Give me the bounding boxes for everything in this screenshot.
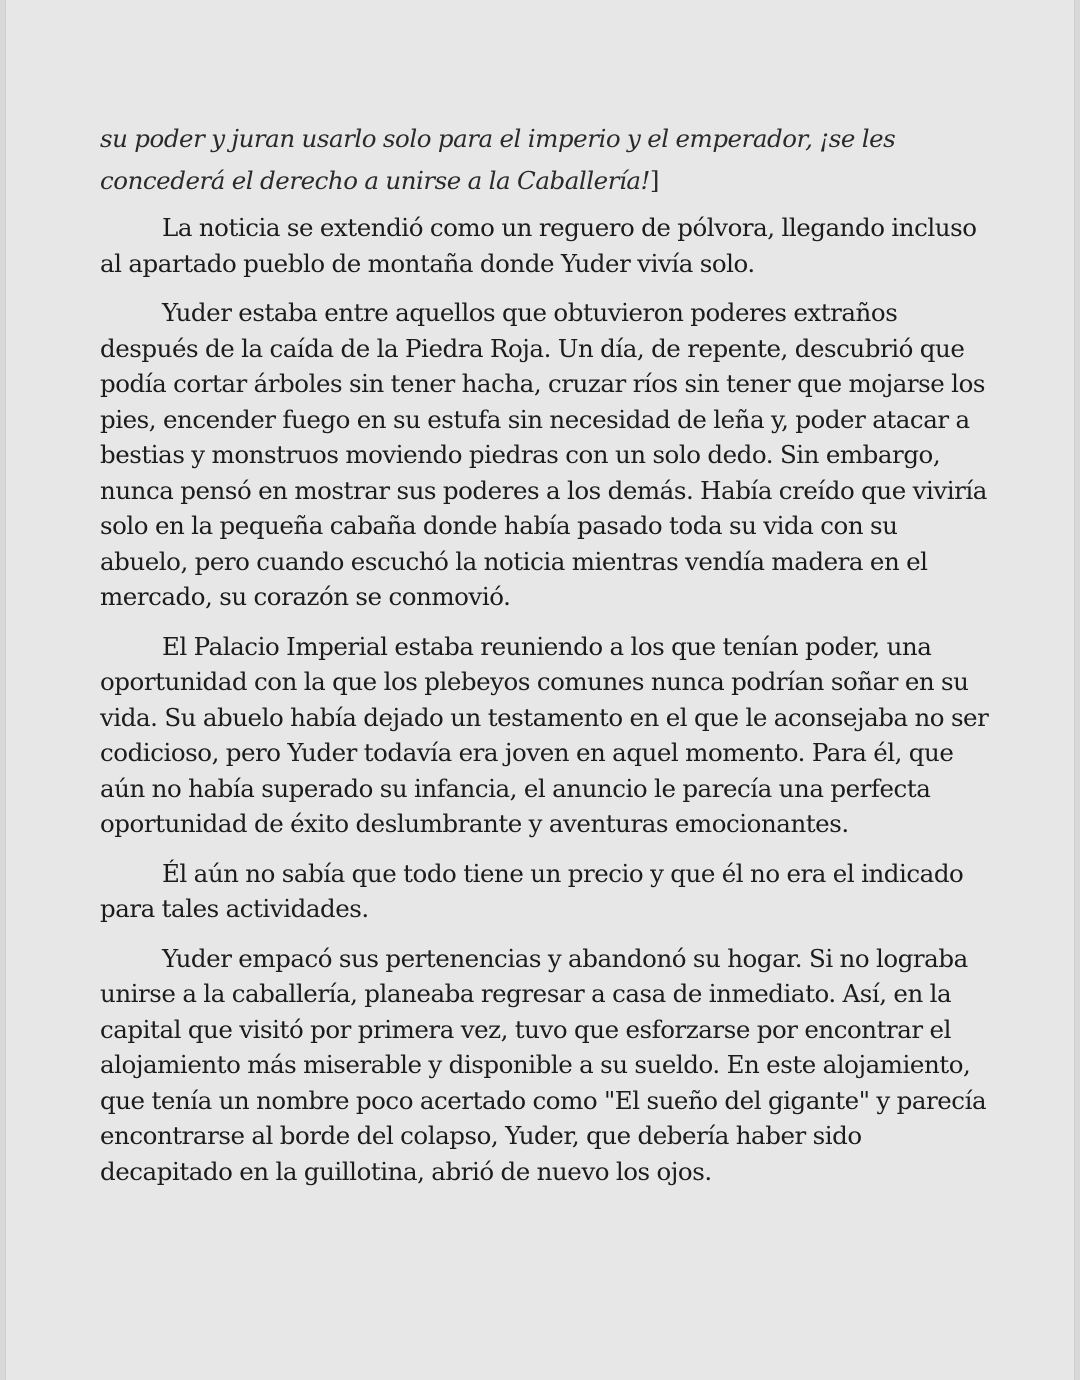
closing-bracket: ] [649,166,660,195]
paragraph-1: La noticia se extendió como un reguero de pólvora, llegando incluso al apartado pueblo de montaña donde Yuder vivía solo. [100,213,977,278]
paragraph-4: Él aún no sabía que todo tiene un precio y que él no era el indicado para tales actividades. [100,858,964,923]
reader-page[interactable] [5,0,1075,1380]
paragraph-2: Yuder estaba entre aquellos que obtuvieron poderes extraños después de la caída de la Piedra Roja. Un día, de repente, descubrió que podía cortar árboles sin tener hacha, cruzar ríos sin tener que mojarse los pies, encender fuego en su estufa sin necesidad de leña y, poder atacar a bestias y monstruos moviendo piedras con un solo dedo. Sin embargo, nunca pensó en mostrar sus poderes a los demás. Había creído que viviría solo en la pequeña cabaña donde había pasado toda su vida con su abuelo, pero cuando escuchó la noticia mientras vendía madera en el mercado, su corazón se conmovió. [100,298,987,611]
paragraph-3: El Palacio Imperial estaba reuniendo a los que tenían poder, una oportunidad con la que los plebeyos comunes nunca podrían soñar en su vida. Su abuelo había dejado un testamento en el que le aconsejaba no ser codicioso, pero Yuder todavía era joven en aquel momento. Para él, que aún no había superado su infancia, el anuncio le parecía una perfecta oportunidad de éxito deslumbrante y aventuras emocionantes. [100,631,989,838]
opening-fragment [100,118,992,202]
paragraph-5: Yuder empacó sus pertenencias y abandonó su hogar. Si no lograba unirse a la caballería, planeaba regresar a casa de inmediato. Así, en la capital que visitó por primera vez, tuvo que esforzarse por encontrar el alojamiento más miserable y disponible a su sueldo. En este alojamiento, que tenía un nombre poco acertado como "El sueño del gigante" y parecía encontrarse al borde del colapso, Yuder, que debería haber sido decapitado en la guillotina, abrió de nuevo los ojos. [100,943,987,1186]
opening-italic-text: su poder y juran usarlo solo para el imperio y el emperador, ¡se les concederá el derecho a unirse a la Caballería! [100,124,896,195]
chapter-text [100,118,992,1203]
